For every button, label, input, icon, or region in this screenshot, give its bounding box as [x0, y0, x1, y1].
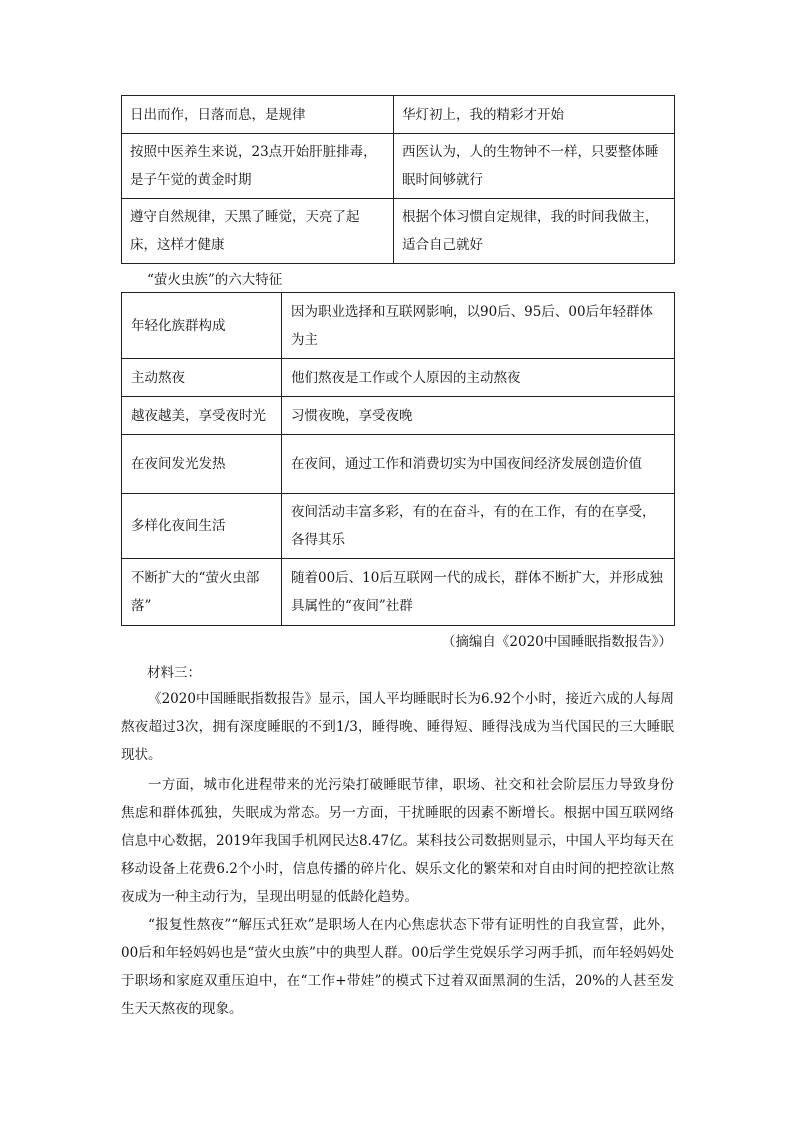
- table-cell: 不断扩大的“萤火虫部落”: [122, 559, 282, 626]
- table-cell: 主动熬夜: [122, 359, 282, 397]
- table-cell: 随着00后、10后互联网一代的成长，群体不断扩大，并形成独具属性的“夜间”社群: [282, 559, 675, 626]
- table-cell: 日出而作，日落而息，是规律: [122, 96, 394, 134]
- table-row: [122, 293, 675, 359]
- table-cell: 根据个体习惯自定规律，我的时间我做主，适合自己就好: [394, 199, 675, 264]
- table-cell: 因为职业选择和互联网影响，以90后、95后、00后年轻群体为主: [282, 293, 675, 359]
- table-cell: 华灯初上，我的精彩才开始: [394, 96, 675, 134]
- table-row: [122, 559, 675, 626]
- table-row: [122, 134, 675, 199]
- paragraph: “报复性熬夜”“解压式狂欢”是职场人在内心焦虑状态下带有证明性的自我宣誓，此外，00后和年轻妈妈也是“萤火虫族”中的典型人群。00后学生党娱乐学习两手抓，而年轻妈妈处于职场和家庭双重压迫中，在“工作+带娃”的模式下过着双面黑洞的生活，20%的人甚至发生天天熬夜的现象。: [121, 917, 674, 1017]
- table-cell: 西医认为，人的生物钟不一样，只要整体睡眠时间够就行: [394, 134, 675, 199]
- table-cell: 习惯夜晚，享受夜晚: [282, 397, 675, 435]
- table-row: [122, 494, 675, 559]
- table-cell: 遵守自然规律，天黑了睡觉，天亮了起床，这样才健康: [122, 199, 394, 264]
- section-title: 材料三：: [147, 665, 201, 681]
- table-cell: 按照中医养生来说，23点开始肝脏排毒，是子午觉的黄金时期: [122, 134, 394, 199]
- comparison-table: [121, 95, 675, 264]
- table-caption: “萤火虫族”的六大特征: [147, 272, 283, 288]
- table-row: [122, 397, 675, 435]
- paragraph: 《2020中国睡眠指数报告》显示，国人平均睡眠时长为6.92个小时，接近六成的人每周熬夜超过3次，拥有深度睡眠的不到1/3，睡得晚、睡得短、睡得浅成为当代国民的三大睡眠现状。: [121, 691, 674, 763]
- table-row: [122, 96, 675, 134]
- table-cell: 他们熬夜是工作或个人原因的主动熬夜: [282, 359, 675, 397]
- paragraph: 一方面，城市化进程带来的光污染打破睡眠节律，职场、社交和社会阶层压力导致身份焦虑和群体孤独，失眠成为常态。另一方面，干扰睡眠的因素不断增长。根据中国互联网络信息中心数据，2019年我国手机网民达8.47亿。某科技公司数据则显示，中国人平均每天在移动设备上花费6.2个小时，信息传播的碎片化、娱乐文化的繁荣和对自由时间的把控欲让熬夜成为一种主动行为，呈现出明显的低龄化趋势。: [121, 777, 674, 905]
- table-cell: 在夜间发光发热: [122, 435, 282, 494]
- table-row: [122, 359, 675, 397]
- table-row: [122, 199, 675, 264]
- table-cell: 夜间活动丰富多彩，有的在奋斗，有的在工作，有的在享受，各得其乐: [282, 494, 675, 559]
- table-cell: 越夜越美，享受夜时光: [122, 397, 282, 435]
- table-row: [122, 435, 675, 494]
- table-cell: 多样化夜间生活: [122, 494, 282, 559]
- features-table: [121, 292, 675, 626]
- table-cell: 在夜间，通过工作和消费切实为中国夜间经济发展创造价值: [282, 435, 675, 494]
- source-note: （摘编自《2020中国睡眠指数报告》）: [441, 634, 672, 650]
- table-cell: 年轻化族群构成: [122, 293, 282, 359]
